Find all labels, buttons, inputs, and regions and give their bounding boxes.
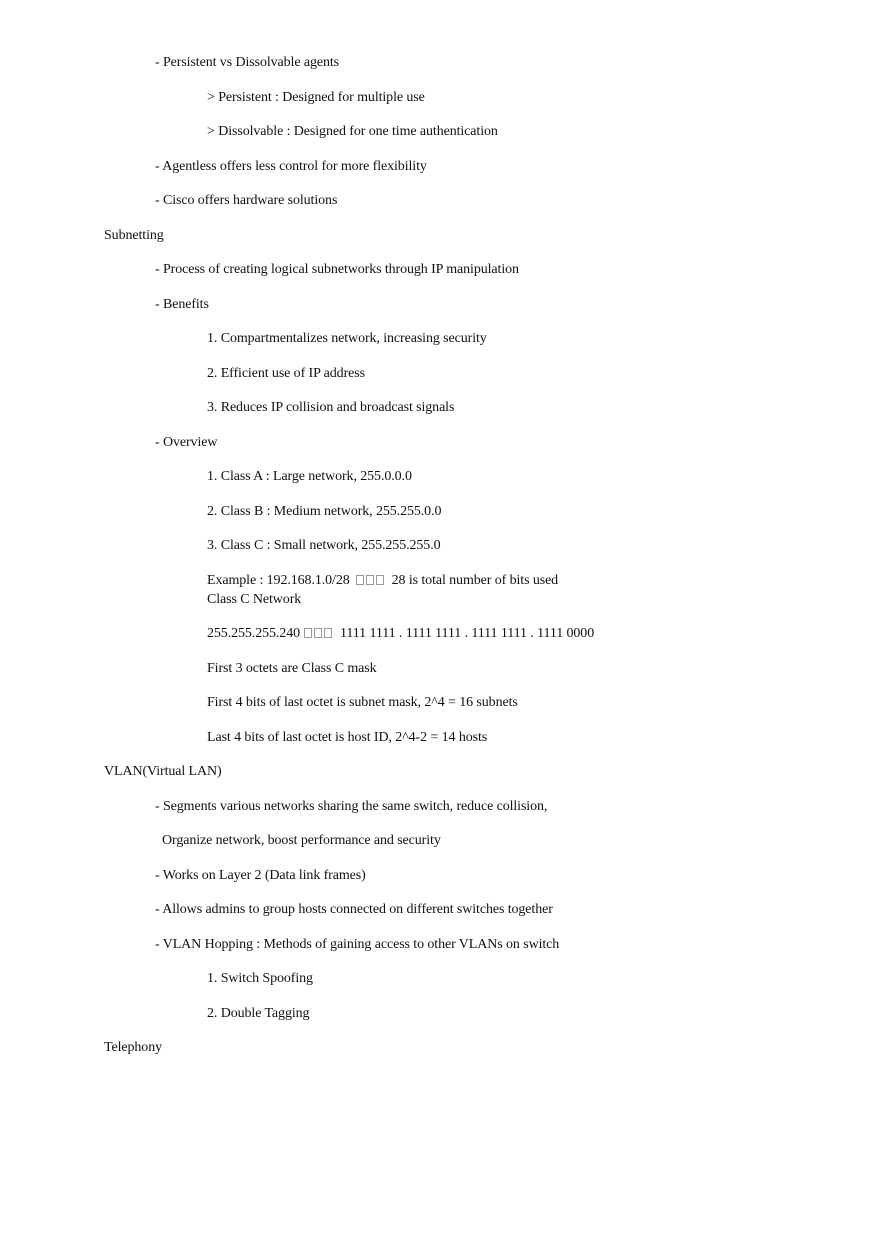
- list-item-cisco: - Cisco offers hardware solutions: [155, 193, 338, 208]
- list-item-vlan-hopping: - VLAN Hopping : Methods of gaining access to other VLANs on switch: [155, 937, 560, 952]
- list-item-subnet-process: - Process of creating logical subnetworks through IP manipulation: [155, 262, 519, 277]
- example-suffix: 28 is total number of bits used: [391, 573, 559, 588]
- list-item-benefits: - Benefits: [155, 297, 209, 312]
- missing-glyph-icon: [304, 626, 334, 642]
- list-item-vlan-admins: - Allows admins to group hosts connected on different switches together: [155, 902, 553, 917]
- list-item-persistent: > Persistent : Designed for multiple use: [207, 90, 425, 105]
- list-item-switch-spoofing: 1. Switch Spoofing: [207, 971, 313, 986]
- missing-glyph-icon: [356, 573, 386, 589]
- list-item-benefit-1: 1. Compartmentalizes network, increasing security: [207, 331, 487, 346]
- example-line: [207, 573, 558, 589]
- list-item-benefit-2: 2. Efficient use of IP address: [207, 366, 365, 381]
- mask-line: [207, 626, 594, 642]
- list-item-vlan-layer2: - Works on Layer 2 (Data link frames): [155, 868, 366, 883]
- example-prefix: Example : 192.168.1.0/28: [207, 573, 350, 588]
- list-item-vlan-segments: - Segments various networks sharing the same switch, reduce collision,: [155, 799, 548, 814]
- mask-suffix: 1111 1111 . 1111 1111 . 1111 1111 . 1111 0000: [340, 626, 595, 641]
- heading-telephony: Telephony: [104, 1040, 162, 1055]
- list-item-benefit-3: 3. Reduces IP collision and broadcast signals: [207, 400, 455, 415]
- list-item-agentless: - Agentless offers less control for more flexibility: [155, 159, 427, 174]
- list-item-vlan-organize: Organize network, boost performance and security: [162, 833, 441, 848]
- list-item-overview: - Overview: [155, 435, 218, 450]
- list-item-class-b: 2. Class B : Medium network, 255.255.0.0: [207, 504, 442, 519]
- last-4-bits: Last 4 bits of last octet is host ID, 2^4-2 = 14 hosts: [207, 730, 488, 745]
- heading-vlan: VLAN(Virtual LAN): [104, 764, 222, 779]
- mask-prefix: 255.255.255.240: [207, 626, 301, 641]
- list-item-dissolvable: > Dissolvable : Designed for one time authentication: [207, 124, 498, 139]
- first-octets: First 3 octets are Class C mask: [207, 661, 377, 676]
- list-item-agents: - Persistent vs Dissolvable agents: [155, 55, 340, 70]
- list-item-class-c: 3. Class C : Small network, 255.255.255.0: [207, 538, 441, 553]
- heading-subnetting: Subnetting: [104, 228, 164, 243]
- first-4-bits: First 4 bits of last octet is subnet mask, 2^4 = 16 subnets: [207, 695, 518, 710]
- list-item-class-a: 1. Class A : Large network, 255.0.0.0: [207, 469, 412, 484]
- list-item-double-tagging: 2. Double Tagging: [207, 1006, 310, 1021]
- class-c-network: Class C Network: [207, 592, 302, 607]
